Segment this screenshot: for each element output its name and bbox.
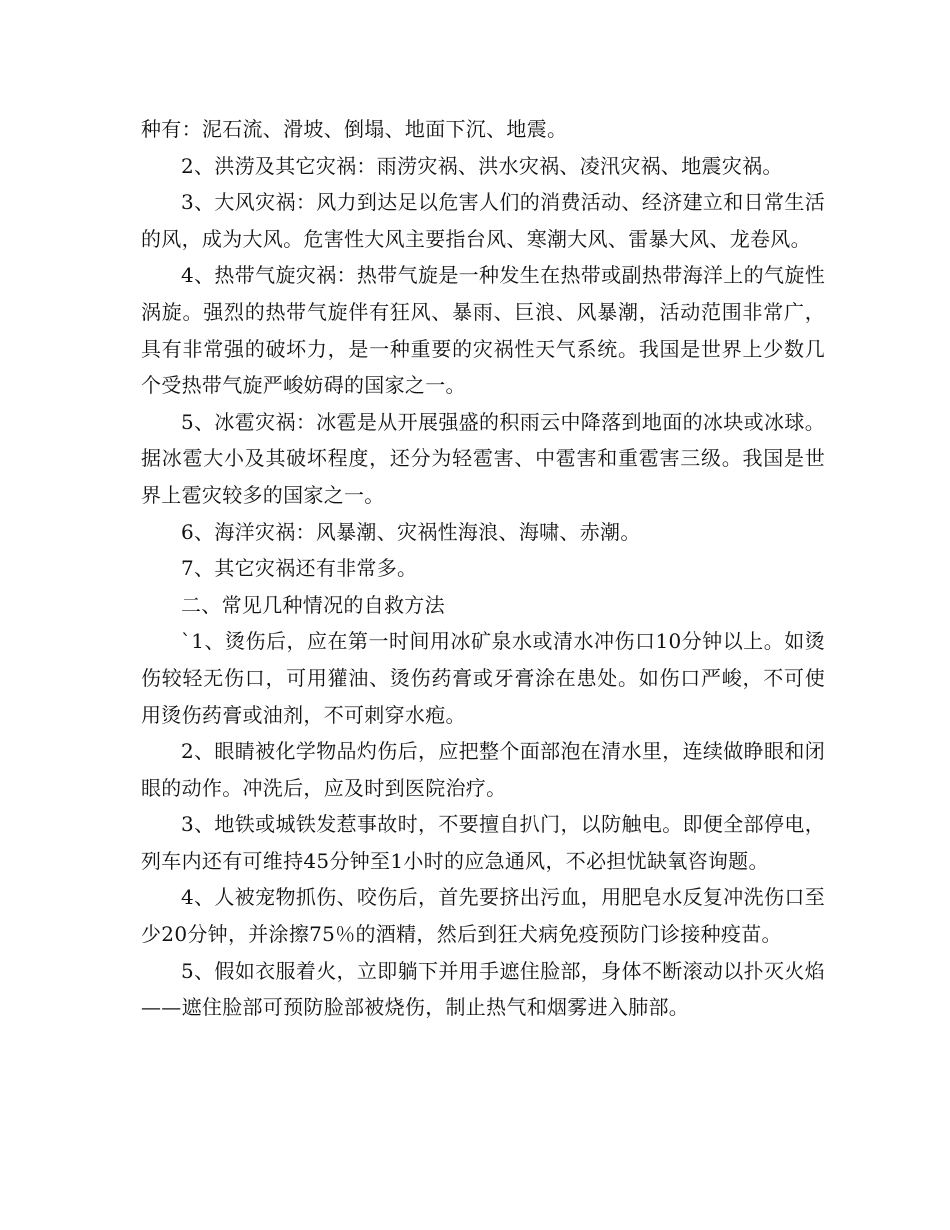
paragraph-other-disasters: 7、其它灾祸还有非常多。 xyxy=(181,556,418,581)
paragraph-ocean-disasters: 6、海洋灾祸：风暴潮、灾祸性海浪、海啸、赤潮。 xyxy=(181,519,641,544)
paragraph-flood-disasters: 2、洪涝及其它灾祸：雨涝灾祸、洪水灾祸、凌汛灾祸、地震灾祸。 xyxy=(181,153,783,178)
paragraph-subway-accident: 3、地铁或城铁发惹事故时，不要擅自扒门，以防触电。即便全部停电，列车内还有可维持45分钟至1小时的应急通风，不必担忧缺氧咨询题。 xyxy=(141,812,825,873)
document-page xyxy=(141,111,825,1026)
paragraph-eye-injury: 2、眼睛被化学物品灼伤后，应把整个面部泡在清水里，连续做睁眼和闭眼的动作。冲洗后，应及时到医院治疗。 xyxy=(141,739,825,800)
paragraph-continuation: 种有：泥石流、滑坡、倒塌、地面下沉、地震。 xyxy=(141,117,568,141)
paragraph-hail-disasters: 5、冰雹灾祸：冰雹是从开展强盛的积雨云中降落到地面的冰块或冰球。据冰雹大小及其破坏程度，还分为轻雹害、中雹害和重雹害三级。我国是世界上雹灾较多的国家之一。 xyxy=(141,409,825,507)
paragraph-burns: `1、烫伤后，应在第一时间用冰矿泉水或清水冲伤口10分钟以上。如烫伤较轻无伤口，可用獾油、烫伤药膏或牙膏涂在患处。如伤口严峻，不可使用烫伤药膏或油剂，不可刺穿水疱。 xyxy=(141,629,825,727)
section-heading-self-rescue: 二、常见几种情况的自救方法 xyxy=(181,592,445,617)
paragraph-clothes-fire: 5、假如衣服着火，立即躺下并用手遮住脸部，身体不断滚动以扑灭火焰——遮住脸部可预防脸部被烧伤，制止热气和烟雾进入肺部。 xyxy=(141,958,825,1020)
paragraph-pet-bite: 4、人被宠物抓伤、咬伤后，首先要挤出污血，用肥皂水反复冲洗伤口至少20分钟，并涂擦75％的酒精，然后到狂犬病免疫预防门诊接种疫苗。 xyxy=(141,885,825,947)
paragraph-wind-disasters: 3、大风灾祸：风力到达足以危害人们的消费活动、经济建立和日常生活的风，成为大风。危害性大风主要指台风、寒潮大风、雷暴大风、龙卷风。 xyxy=(141,190,825,251)
paragraph-tropical-cyclone: 4、热带气旋灾祸：热带气旋是一种发生在热带或副热带海洋上的气旋性涡旋。强烈的热带气旋伴有狂风、暴雨、巨浪、风暴潮，活动范围非常广，具有非常强的破坏力，是一种重要的灾祸性天气系统。我国是世界上少数几个受热带气旋严峻妨碍的国家之一。 xyxy=(141,263,825,398)
